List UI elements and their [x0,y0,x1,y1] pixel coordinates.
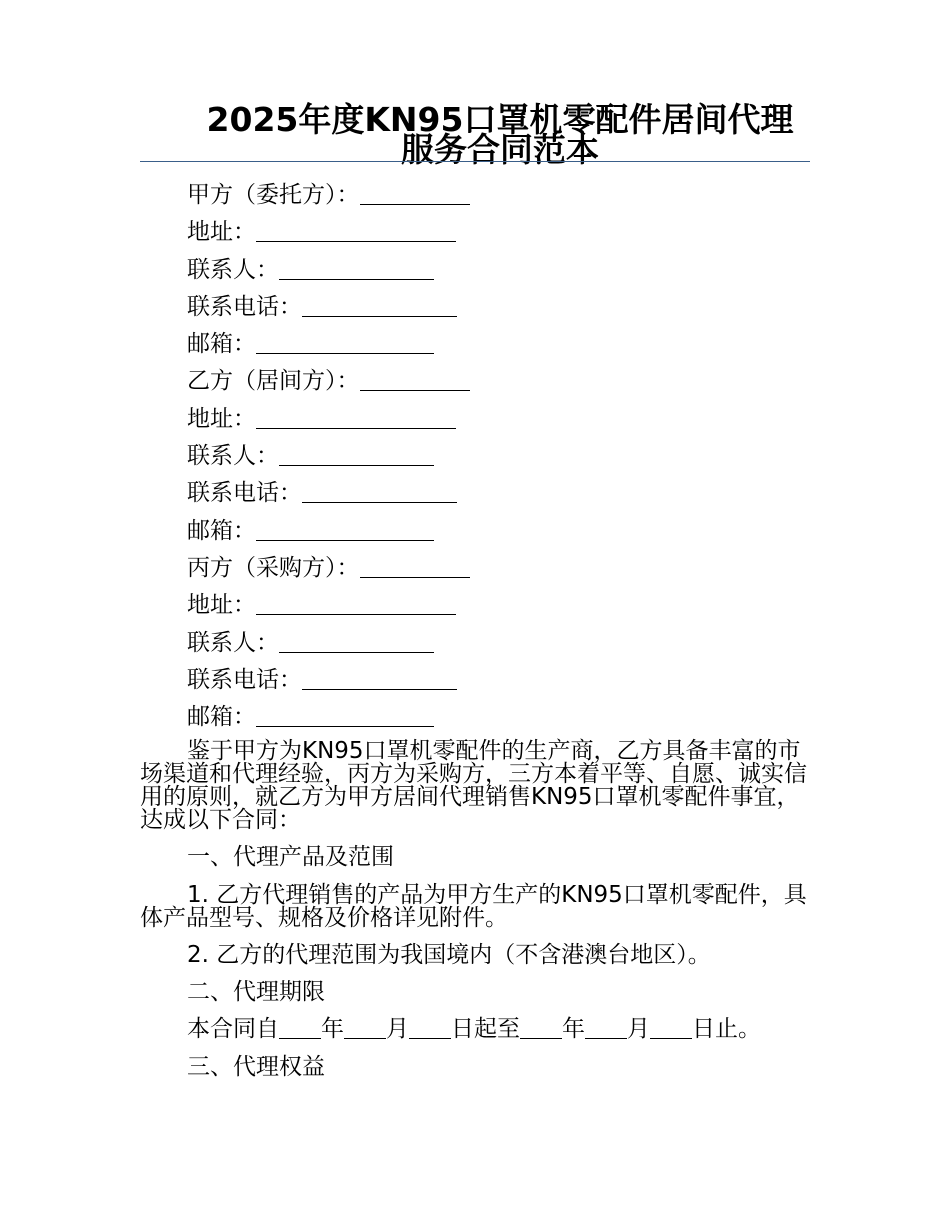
party-c-address-line [140,587,810,624]
preamble-paragraph: 鉴于甲方为KN95口罩机零配件的生产商，乙方具备丰富的市场渠道和代理经验，丙方为采购方，三方本着平等、自愿、诚实信用的原则，就乙方为甲方居间代理销售KN95口罩机零配件事宜，达成以下合同： [140,738,807,834]
section-1-item-2: 2. 乙方的代理范围为我国境内（不含港澳台地区）。 [187,941,711,968]
contract-body [140,177,810,1086]
party-b-name-blank[interactable] [360,368,470,391]
party-c-address-blank[interactable] [256,592,456,615]
start-month-blank[interactable] [344,1016,386,1039]
party-c-email-line [140,699,810,736]
party-b-email-blank[interactable] [256,518,434,541]
party-b-email-line [140,513,810,550]
party-c-contact-line [140,625,810,662]
party-c-phone-line [140,662,810,699]
term-prefix: 本合同自 [187,1016,279,1043]
party-a-email-line [140,326,810,363]
section-3-heading: 三、代理权益 [187,1053,325,1080]
party-a-address-line [140,214,810,251]
party-a-address-label: 地址： [187,219,256,246]
party-a-phone-label: 联系电话： [187,293,302,320]
party-c-heading: 丙方（采购方）： [187,554,360,581]
party-b-phone-line [140,475,810,512]
term-day-1: 日起至 [451,1016,520,1043]
term-year-1: 年 [321,1016,344,1043]
section-2-heading: 二、代理期限 [187,979,325,1006]
start-year-blank[interactable] [279,1016,321,1039]
party-a-contact-blank[interactable] [279,257,434,280]
party-a-email-blank[interactable] [256,331,434,354]
end-day-blank[interactable] [650,1016,692,1039]
section-1-heading: 一、代理产品及范围 [187,844,394,871]
title-line-1: 2025年度KN95口罩机零配件居间代理 [206,100,794,139]
title-divider [140,161,810,162]
end-month-blank[interactable] [585,1016,627,1039]
end-year-blank[interactable] [520,1016,562,1039]
section-1-item-1: 1. 乙方代理销售的产品为甲方生产的KN95口罩机零配件，具体产品型号、规格及价格详见附件。 [140,881,807,931]
party-b-contact-label: 联系人： [187,443,279,470]
party-b-phone-label: 联系电话： [187,480,302,507]
party-a-email-label: 邮箱： [187,331,256,358]
party-c-address-label: 地址： [187,592,256,619]
party-a-name-blank[interactable] [360,182,470,205]
party-a-address-blank[interactable] [256,219,456,242]
term-month-2: 月 [627,1016,650,1043]
party-a-heading: 甲方（委托方）： [187,182,360,208]
party-c-email-blank[interactable] [256,704,434,727]
term-month-1: 月 [386,1016,409,1043]
party-c-name-blank[interactable] [360,555,470,578]
party-c-heading-line [140,550,810,587]
party-a-phone-line [140,289,810,326]
party-c-phone-label: 联系电话： [187,666,302,693]
party-c-contact-label: 联系人： [187,629,279,656]
party-a-contact-label: 联系人： [187,256,279,283]
party-a-contact-line [140,252,810,289]
document-title [140,100,810,169]
start-day-blank[interactable] [409,1016,451,1039]
party-b-contact-line [140,438,810,475]
party-b-contact-blank[interactable] [279,443,434,466]
term-year-2: 年 [562,1016,585,1043]
title-line-2: 服务合同范本 [401,130,599,169]
party-b-address-line [140,401,810,438]
party-a-phone-blank[interactable] [302,294,457,317]
party-b-heading-line [140,363,810,400]
party-c-contact-blank[interactable] [279,630,434,653]
party-b-heading: 乙方（居间方）： [187,368,360,395]
party-c-phone-blank[interactable] [302,667,457,690]
party-c-email-label: 邮箱： [187,704,256,731]
party-b-phone-blank[interactable] [302,480,457,503]
party-b-address-label: 地址： [187,405,256,432]
party-a-heading-line [140,177,810,214]
section-2-term [140,1011,810,1048]
term-day-2: 日止。 [692,1016,761,1043]
party-b-email-label: 邮箱： [187,517,256,544]
party-b-address-blank[interactable] [256,406,456,429]
